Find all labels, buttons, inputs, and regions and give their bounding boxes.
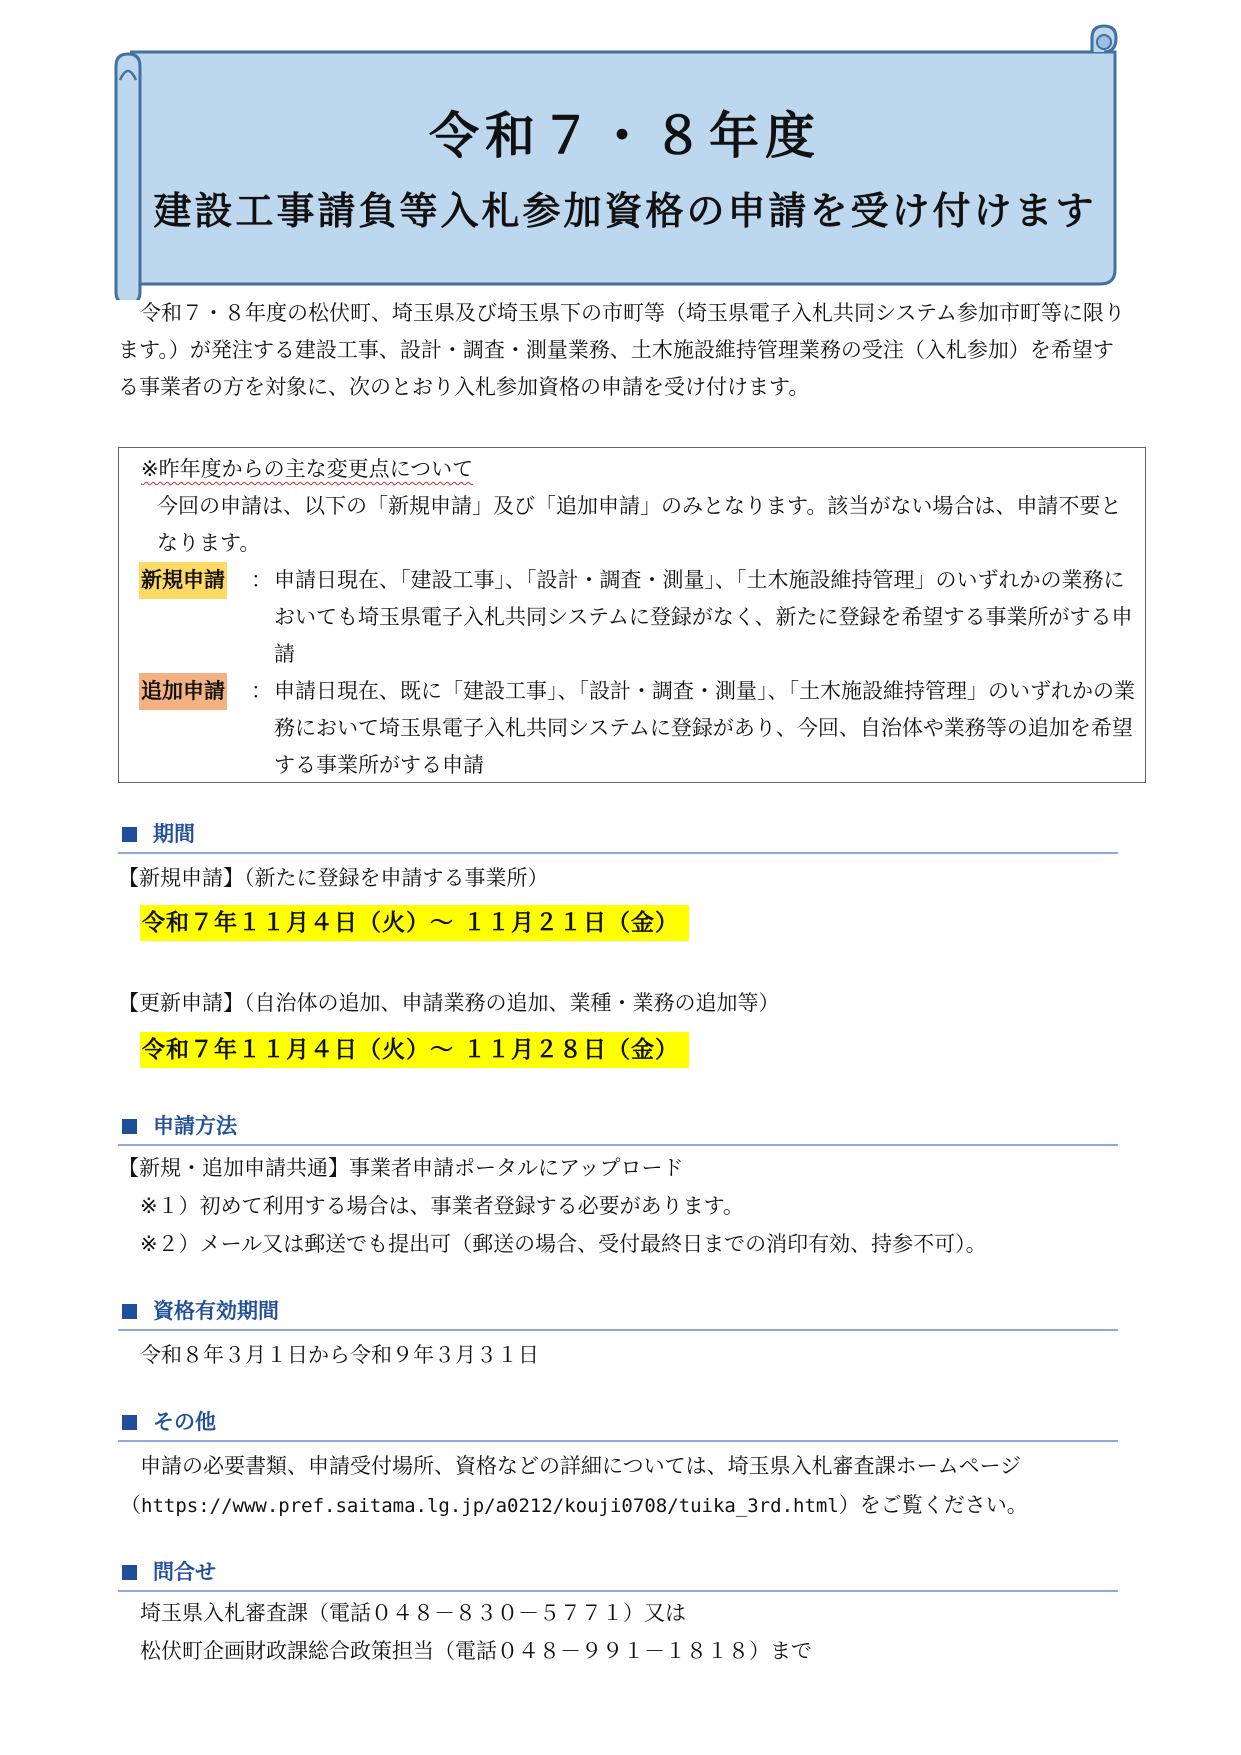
method-note-1: ※１）初めて利用する場合は、事業者登録する必要があります。: [140, 1194, 744, 1218]
period-new-dates: 令和７年１１月４日（火）～ １１月２１日（金）: [140, 905, 689, 941]
period-renew-dates: 令和７年１１月４日（火）～ １１月２８日（金）: [140, 1032, 689, 1068]
banner-title: 令和７・８年度: [429, 107, 821, 165]
section-period: [118, 818, 1118, 854]
period-renew-heading: 【更新申請】（自治体の追加、申請業務の追加、業種・業務の追加等）: [118, 991, 780, 1015]
notice-heading: ※昨年度からの主な変更点について: [141, 457, 474, 481]
section-contact: [118, 1556, 1118, 1592]
add-application-tag: 追加申請: [139, 673, 227, 710]
notice-body: 今回の申請は、以下の「新規申請」及び「追加申請」のみとなります。該当がない場合は、申請不要となります。: [157, 494, 1122, 555]
homepage-url[interactable]: https://www.pref.saitama.lg.jp/a0212/kouji0708/tuika_3rd.html: [141, 1495, 839, 1517]
method-note-2: ※２）メール又は郵送でも提出可（郵送の場合、受付最終日までの消印有効、持参不可）。: [140, 1232, 987, 1256]
paren-open: （: [120, 1493, 141, 1517]
contact-line-1: 埼玉県入札審査課（電話０４８－８３０－５７７１）又は: [140, 1601, 686, 1625]
section-method: [118, 1110, 1118, 1146]
section-heading: 申請方法: [153, 1114, 237, 1138]
banner-subtitle: 建設工事請負等入札参加資格の申請を受け付けます: [153, 189, 1097, 233]
square-bullet-icon: [122, 1415, 137, 1430]
period-new-heading: 【新規申請】（新たに登録を申請する事業所）: [118, 866, 549, 890]
other-text: 申請の必要書類、申請受付場所、資格などの詳細については、埼玉県入札審査課ホームページ: [140, 1454, 1022, 1478]
other-url-line: [120, 1487, 1028, 1525]
new-application-text: 申請日現在、「建設工事」、「設計・調査・測量」、「土木施設維持管理」のいずれかの業務においても埼玉県電子入札共同システムに登録がなく、新たに登録を希望する事業所がする申請: [274, 568, 1133, 666]
url-suffix: ）をご覧ください。: [838, 1493, 1028, 1517]
square-bullet-icon: [122, 1304, 137, 1319]
section-heading: 問合せ: [153, 1560, 216, 1584]
new-application-tag: 新規申請: [139, 562, 227, 599]
colon: ：: [251, 679, 272, 703]
colon: ：: [251, 568, 272, 592]
intro-paragraph: 令和７・８年度の松伏町、埼玉県及び埼玉県下の市町等（埼玉県電子入札共同システム参加市町等に限ります。）が発注する建設工事、設計・調査・測量業務、土木施設維持管理業務の受注（入札参加）を希望する事業者の方を対象に、次のとおり入札参加資格の申請を受け付けます。: [118, 301, 1125, 399]
title-banner: [110, 22, 1140, 300]
section-heading: その他: [153, 1410, 216, 1434]
validity-text: 令和８年３月１日から令和９年３月３１日: [140, 1343, 539, 1367]
method-line: 【新規・追加申請共通】事業者申請ポータルにアップロード: [118, 1156, 684, 1180]
square-bullet-icon: [122, 827, 137, 842]
section-other: [118, 1406, 1118, 1442]
section-heading: 期間: [153, 822, 195, 846]
add-application-text: 申請日現在、既に「建設工事」、「設計・調査・測量」、「土木施設維持管理」のいずれかの業務において埼玉県電子入札共同システムに登録があり、今回、自治体や業務等の追加を希望する事業所がする申請: [274, 679, 1135, 777]
contact-line-2: 松伏町企画財政課総合政策担当（電話０４８－９９１－１８１８）まで: [140, 1639, 812, 1663]
square-bullet-icon: [122, 1565, 137, 1580]
square-bullet-icon: [122, 1119, 137, 1134]
section-heading: 資格有効期間: [153, 1299, 279, 1323]
change-notice-box: [118, 447, 1146, 783]
section-validity: [118, 1295, 1118, 1331]
